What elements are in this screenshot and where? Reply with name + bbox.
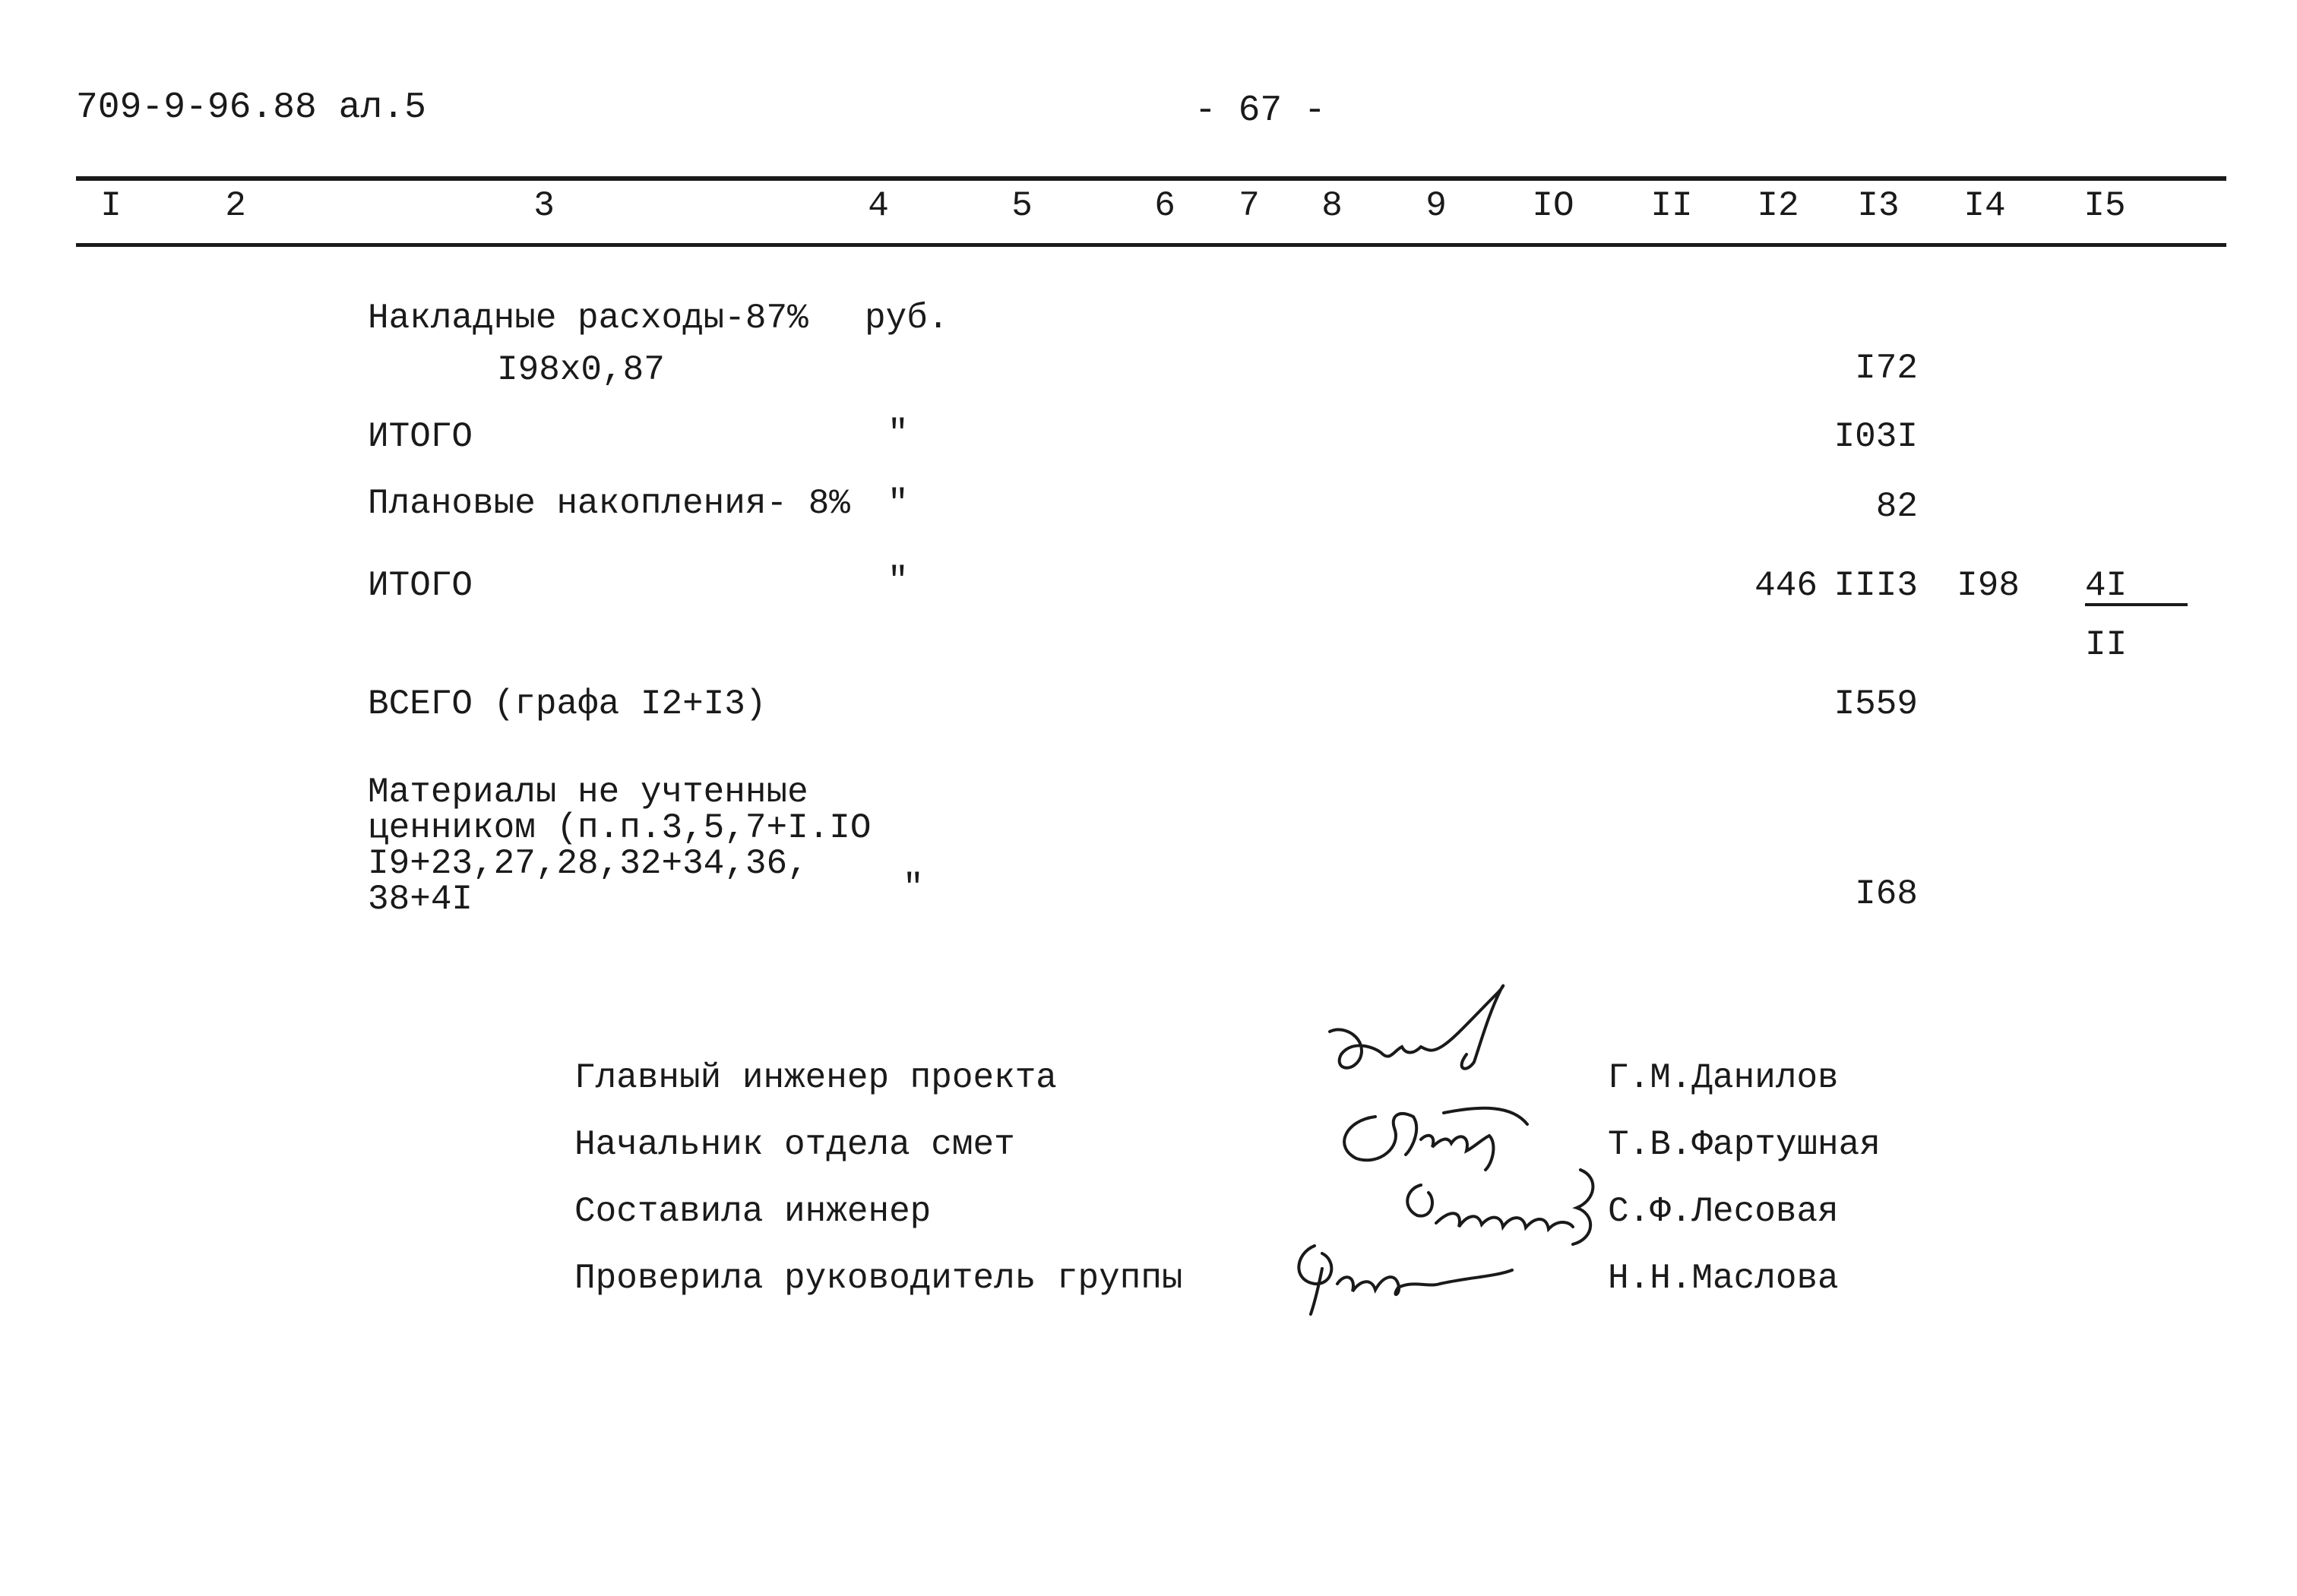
row-label-line: ценником (п.п.3,5,7+I.IO [368,808,872,848]
cell-col13: I68 [1855,874,1918,914]
cell-col12: 446 [1754,566,1818,605]
row-unit: руб. [865,299,949,338]
column-header: II [1650,186,1693,226]
row-label: ИТОГО [368,566,473,605]
column-header: 3 [533,186,555,226]
signature-name: Т.В.Фартушная [1608,1125,1881,1165]
column-header: 9 [1425,186,1447,226]
header-bottom-rule [76,243,2226,247]
column-header: I [100,186,122,226]
cell-col13: 82 [1875,487,1918,526]
cell-col15-bottom: II [2085,625,2128,665]
cell-col13: I72 [1855,349,1918,388]
row-label: ИТОГО [368,417,473,457]
signature-role: Проверила руководитель группы [574,1259,1183,1298]
column-header: 6 [1154,186,1175,226]
column-header: 4 [868,186,889,226]
cell-col13: I559 [1833,684,1918,724]
signature-name: Г.М.Данилов [1608,1058,1839,1098]
column-header: I2 [1757,186,1799,226]
column-header: I4 [1963,186,2006,226]
signature-role: Начальник отдела смет [574,1125,1015,1165]
row-unit: " [887,484,909,523]
row-unit: " [887,561,909,601]
column-header: I5 [2083,186,2126,226]
signature-role: Главный инженер проекта [574,1058,1057,1098]
row-sub-formula: I98x0,87 [497,350,665,390]
row-label: ВСЕГО (графа I2+I3) [368,684,767,724]
document-code: 709-9-96.88 ал.5 [76,87,426,128]
cell-col14: I98 [1957,566,2020,605]
row-label: Накладные расходы-87% [368,299,808,338]
cell-col13: I03I [1833,417,1918,457]
column-header: I3 [1857,186,1900,226]
column-header: 7 [1239,186,1260,226]
signature-role: Составила инженер [574,1192,932,1231]
signature-name: С.Ф.Лесовая [1608,1192,1839,1231]
cell-col13: III3 [1833,566,1918,605]
header-top-rule [76,176,2226,181]
column-header: 2 [225,186,246,226]
handwritten-signature-danilov [1322,978,1550,1092]
row-label-line: Материалы не учтенные [368,773,808,812]
signature-name: Н.Н.Маслова [1608,1259,1839,1298]
page-number: - 67 - [1194,90,1326,131]
row-label-line: 38+4I [368,880,473,919]
cell-col15-top: 4I [2085,568,2188,606]
row-label-line: I9+23,27,28,32+34,36, [368,844,808,883]
row-unit: " [887,414,909,454]
row-unit: " [903,868,924,908]
column-header: 5 [1011,186,1033,226]
row-label: Плановые накопления- 8% [368,484,850,523]
handwritten-signature-maslova [1284,1223,1527,1322]
column-header: IO [1532,186,1574,226]
column-header: 8 [1321,186,1343,226]
